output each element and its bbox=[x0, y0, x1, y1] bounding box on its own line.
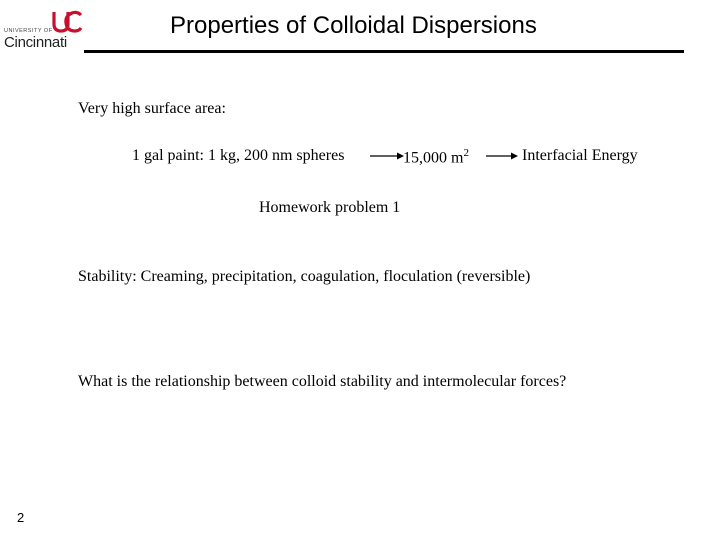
slide-title: Properties of Colloidal Dispersions bbox=[170, 12, 537, 39]
page-number: 2 bbox=[17, 510, 25, 525]
uc-monogram-icon bbox=[50, 10, 84, 34]
arrow-right-icon bbox=[486, 151, 518, 161]
arrow-right-icon bbox=[370, 151, 404, 161]
interfacial-energy: Interfacial Energy bbox=[522, 147, 638, 164]
question-line: What is the relationship between colloid stability and intermolecular forces? bbox=[78, 373, 567, 390]
paint-example: 1 gal paint: 1 kg, 200 nm spheres bbox=[132, 147, 345, 164]
homework-note: Homework problem 1 bbox=[259, 199, 401, 216]
logo-university-of: UNIVERSITY OF bbox=[4, 28, 53, 34]
area-exponent: 2 bbox=[463, 147, 469, 159]
university-logo bbox=[4, 10, 86, 50]
surface-area-heading: Very high surface area: bbox=[78, 100, 226, 117]
stability-line: Stability: Creaming, precipitation, coagulation, floculation (reversible) bbox=[78, 268, 531, 285]
logo-cincinnati: Cincinnati bbox=[4, 34, 67, 51]
title-divider bbox=[84, 50, 684, 53]
area-value: 15,000 $m^2$ bbox=[403, 147, 469, 167]
